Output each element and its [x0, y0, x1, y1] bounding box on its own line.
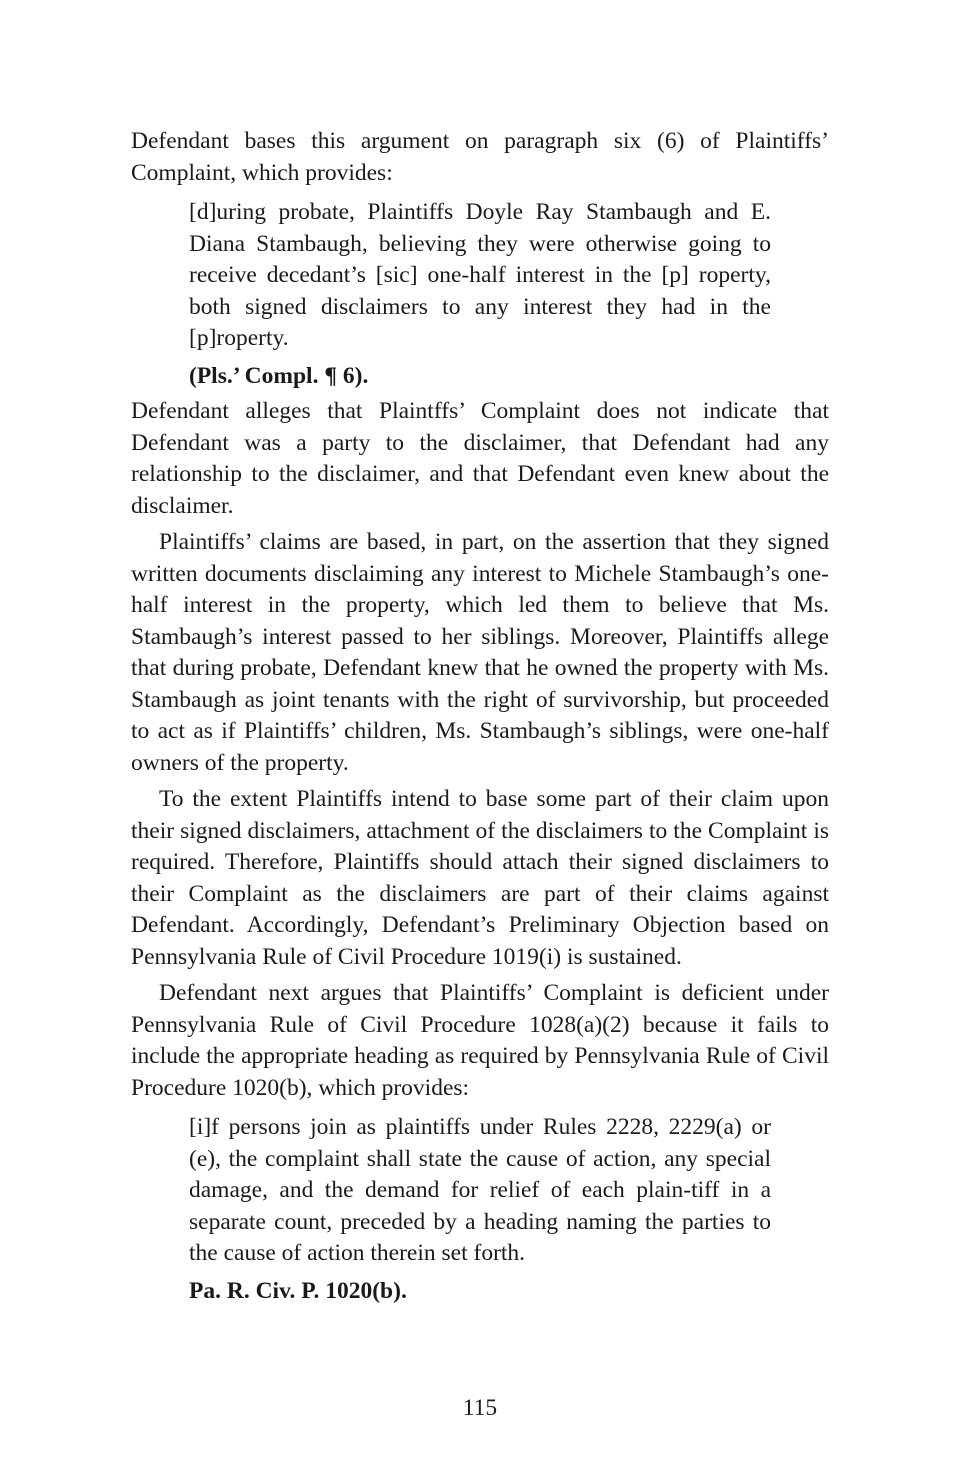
document-body [131, 126, 829, 1311]
citation-complaint: (Pls.’ Compl. ¶ 6). [189, 362, 369, 389]
paragraph-ruling: To the extent Plaintiffs intend to base some part of their claim upon their signed disclaimers, attachment of the disclaimers to the Complaint is required. Therefore, Plaintiffs should attach their signed disclaimers to their Complaint as the disclaimers are part of their claims against Defendant. Accordingly, Defendant’s Preliminary Objection based on Pennsylvania Rule of Civil Procedure 1019(i) is sustained. [131, 786, 829, 970]
paragraph-heading-argument: Defendant next argues that Plaintiffs’ Complaint is deficient under Pennsylvania Rule of Civil Procedure 1028(a)(2) because it fails to include the appropriate heading as required by Pennsylvania Rule of Civil Procedure 1020(b), which provides: [131, 980, 829, 1101]
block-quote-complaint [189, 197, 771, 355]
block-quote-rule [189, 1112, 771, 1270]
quote-text: [d]uring probate, Plaintiffs Doyle Ray Stambaugh and E. Diana Stambaugh, believing they were otherwise going to receive decedant’s [sic] one-half interest in the [p] roperty, both signed disclaimers to any interest they had in the [p]roperty. [189, 199, 771, 351]
paragraph-intro: Defendant bases this argument on paragraph six (6) of Plaintiffs’ Complaint, which provides: [131, 128, 829, 186]
paragraph-allegation: Defendant alleges that Plaintffs’ Complaint does not indicate that Defendant was a party to the disclaimer, that Defendant had any relationship to the disclaimer, and that Defendant even knew about the disclaimer. [131, 398, 829, 519]
page-number: 115 [462, 1395, 498, 1421]
citation-rule: Pa. R. Civ. P. 1020(b). [189, 1277, 407, 1304]
paragraph-claims: Plaintiffs’ claims are based, in part, on the assertion that they signed written documents disclaiming any interest to Michele Stambaugh’s one-half interest in the property, which led them to believe that Ms. Stambaugh’s interest passed to her siblings. Moreover, Plaintiffs allege that during probate, Defendant knew that he owned the property with Ms. Stambaugh as joint tenants with the right of survivorship, but proceeded to act as if Plaintiffs’ children, Ms. Stambaugh’s siblings, were one-half owners of the property. [131, 529, 829, 776]
quote-text: [i]f persons join as plaintiffs under Rules 2228, 2229(a) or (e), the complaint shall state the cause of action, any special damage, and the demand for relief of each plain-tiff in a separate count, preceded by a heading naming the parties to the cause of action therein set forth. [189, 1114, 771, 1266]
